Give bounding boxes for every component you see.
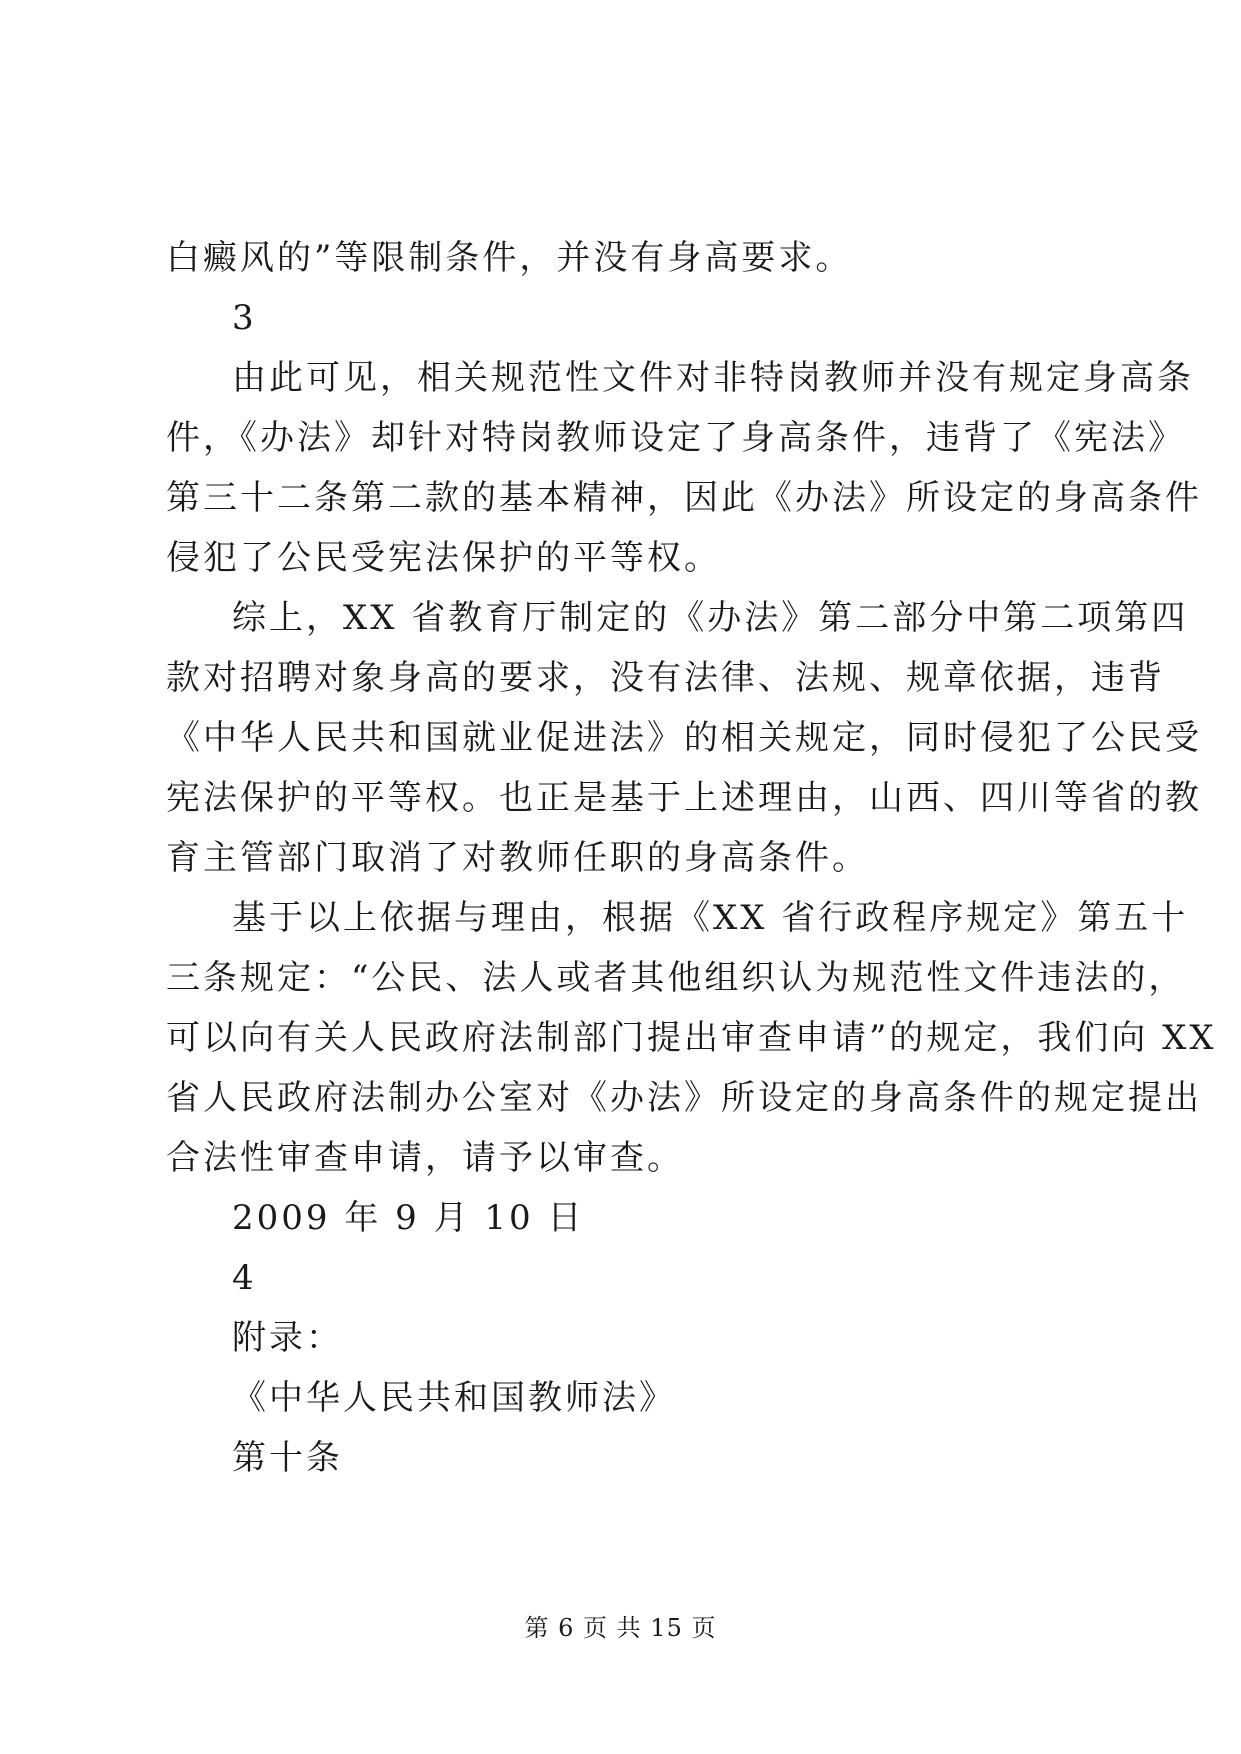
page-number-marker: 3 bbox=[232, 298, 257, 338]
text-line: 三条规定：“公民、法人或者其他组织认为规范性文件违法的， bbox=[166, 958, 1186, 998]
text-line: 白癜风的”等限制条件，并没有身高要求。 bbox=[166, 238, 853, 278]
text-line: 侵犯了公民受宪法保护的平等权。 bbox=[166, 538, 721, 578]
text-line: 省人民政府法制办公室对《办法》所设定的身高条件的规定提出 bbox=[166, 1078, 1202, 1118]
text-line: 件，《办法》却针对特岗教师设定了身高条件，违背了《宪法》 bbox=[166, 418, 1185, 458]
date-line: 2009 年 9 月 10 日 bbox=[232, 1198, 585, 1238]
article-heading: 第十条 bbox=[232, 1438, 343, 1478]
page-footer: 第 6 页 共 15 页 bbox=[524, 1614, 717, 1642]
text-line: 《中华人民共和国就业促进法》的相关规定，同时侵犯了公民受 bbox=[166, 718, 1202, 758]
text-line: 综上，XX 省教育厅制定的《办法》第二部分中第二项第四 bbox=[232, 598, 1189, 638]
appendix-heading: 附录： bbox=[232, 1318, 343, 1358]
law-title: 《中华人民共和国教师法》 bbox=[232, 1378, 676, 1418]
text-line: 基于以上依据与理由，根据《XX 省行政程序规定》第五十 bbox=[232, 898, 1189, 938]
text-line: 育主管部门取消了对教师任职的身高条件。 bbox=[166, 838, 869, 878]
page-number-marker: 4 bbox=[232, 1258, 257, 1298]
text-line: 第三十二条第二款的基本精神，因此《办法》所设定的身高条件 bbox=[166, 478, 1202, 518]
text-line: 合法性审查申请，请予以审查。 bbox=[166, 1138, 684, 1178]
text-line: 可以向有关人民政府法制部门提出审查申请”的规定，我们向 XX bbox=[166, 1018, 1217, 1058]
text-line: 由此可见，相关规范性文件对非特岗教师并没有规定身高条 bbox=[232, 358, 1194, 398]
text-line: 宪法保护的平等权。也正是基于上述理由，山西、四川等省的教 bbox=[166, 778, 1202, 818]
text-line: 款对招聘对象身高的要求，没有法律、法规、规章依据，违背 bbox=[166, 658, 1165, 698]
